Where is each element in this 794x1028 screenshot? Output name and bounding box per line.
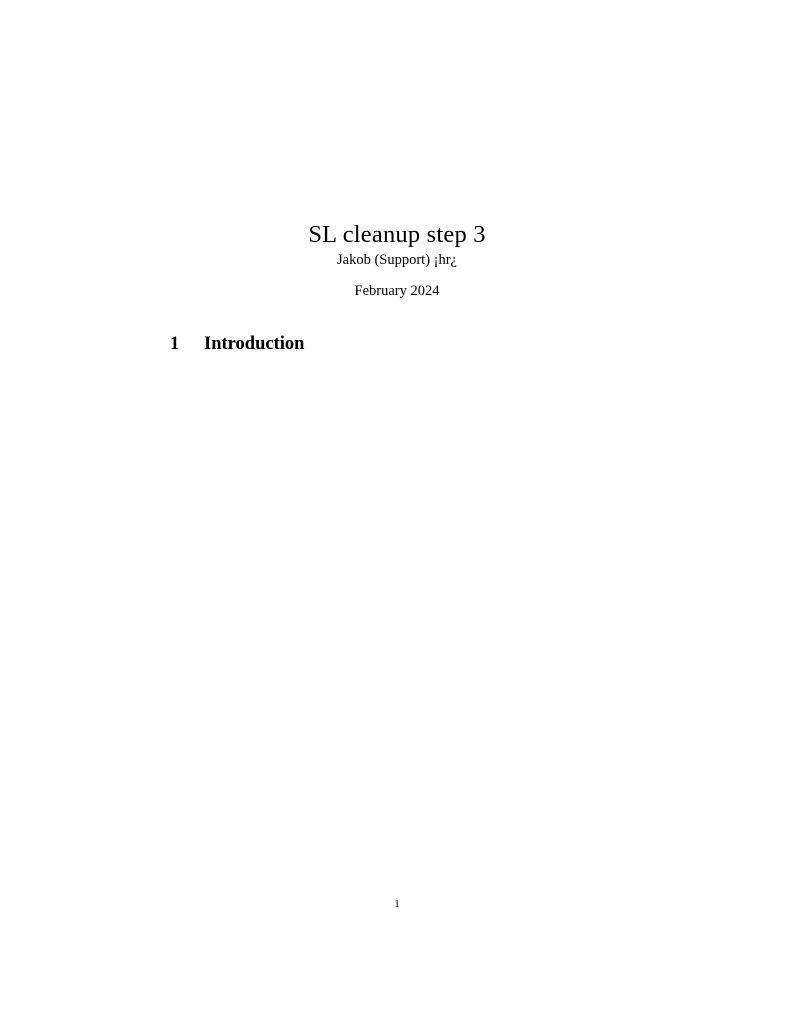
- section-title: Introduction: [204, 334, 305, 354]
- document-author: Jakob (Support) ¡hr¿: [336, 252, 457, 268]
- document-date: February 2024: [354, 283, 440, 299]
- section-number: 1: [170, 334, 180, 354]
- document-title: SL cleanup step 3: [308, 221, 486, 249]
- page-number: 1: [394, 899, 400, 910]
- section-heading-introduction: [170, 334, 304, 355]
